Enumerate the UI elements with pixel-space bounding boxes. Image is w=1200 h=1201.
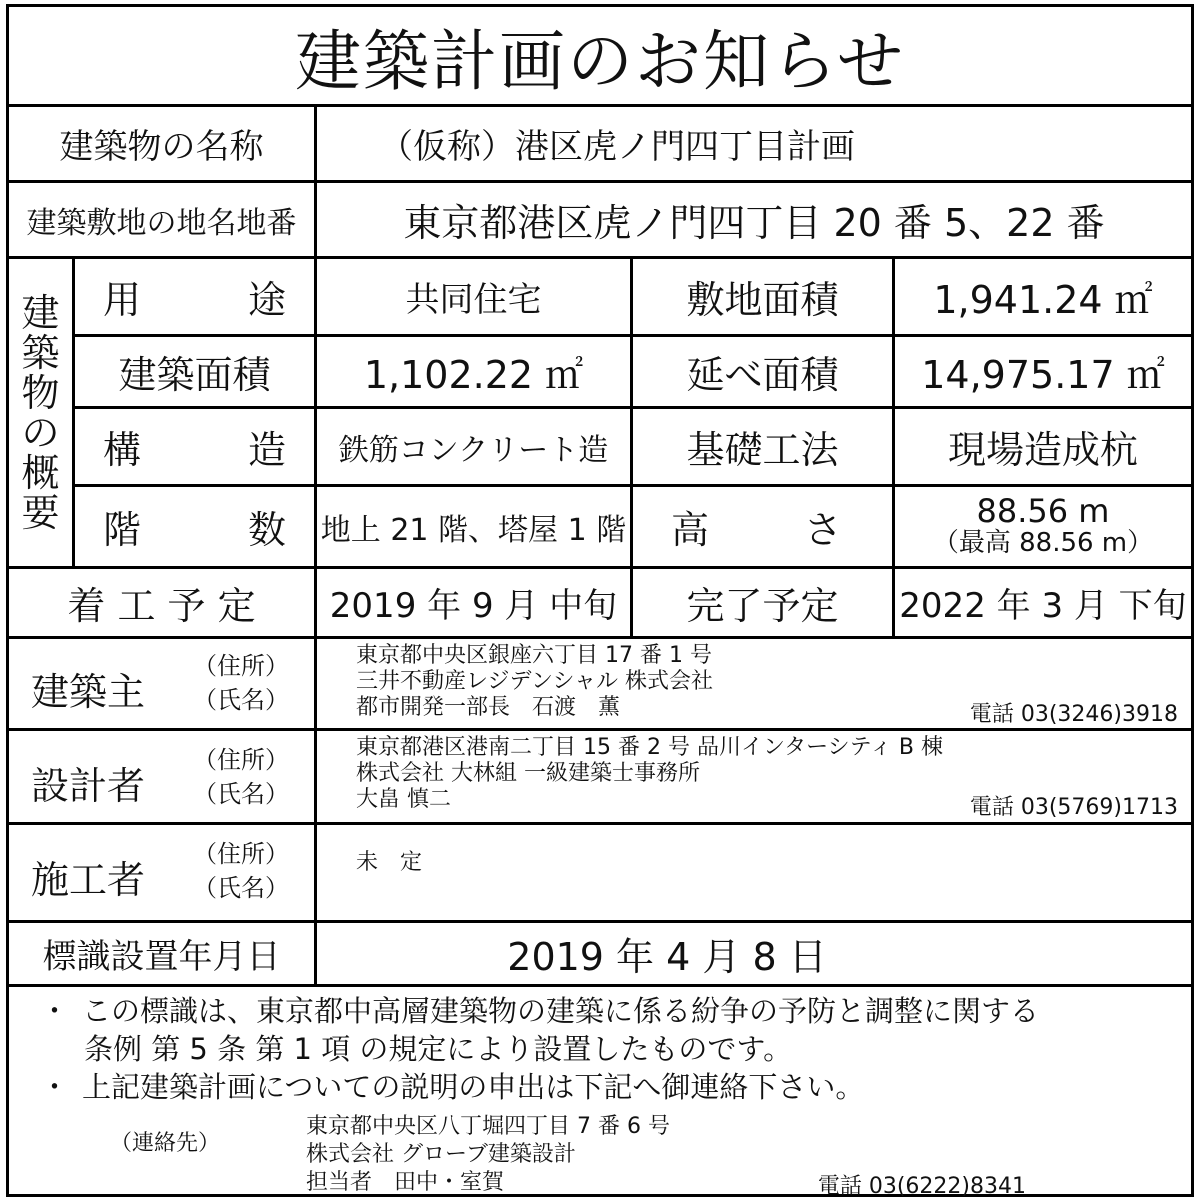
owner-field-labels [193, 649, 289, 717]
floors-label [75, 487, 314, 566]
owner-representative: 都市開発一部長 石渡 薫 [356, 695, 621, 720]
contractor-value: 未 定 [356, 850, 423, 875]
overview-char: の [21, 410, 60, 455]
completion-value: 2022 年 3 月 下旬 [899, 586, 1187, 626]
building-area-value: 1,102.22 ㎡ [363, 353, 584, 397]
use-label-a: 用 [103, 278, 142, 322]
address-label: （住所） [193, 746, 289, 774]
owner-label: 建築主 [31, 670, 146, 714]
designer-details [356, 735, 943, 813]
designer-address: 東京都港区港南二丁目 15 番 2 号 品川インターシティ B 棟 [356, 735, 943, 760]
building-overview-label [9, 259, 72, 566]
bullet: ・ [40, 994, 70, 1028]
structure-label [75, 409, 314, 484]
height-label [633, 487, 892, 566]
structure-value: 鉄筋コンクリート造 [338, 432, 609, 468]
name-label: （氏名） [193, 780, 289, 808]
use-label-b: 途 [247, 278, 286, 322]
floors-value: 地上 21 階、塔屋 1 階 [320, 512, 627, 548]
contact-details [306, 1113, 670, 1197]
overview-char: 要 [21, 490, 60, 535]
designer-company: 株式会社 大林組 一級建築士事務所 [356, 761, 700, 786]
contact-phone: 電話 03(6222)8341 [817, 1174, 1026, 1199]
height-label-a: 高 [671, 508, 710, 552]
floors-label-a: 階 [103, 508, 142, 552]
address-label: （住所） [193, 840, 289, 868]
sign-title: 建築計画のお知らせ [294, 23, 906, 100]
contact-label: （連絡先） [110, 1131, 221, 1156]
name-label: （氏名） [193, 874, 289, 902]
use-label [75, 259, 314, 334]
note-1-line-1: この標識は、東京都中高層建築物の建築に係る紛争の予防と調整に関する [82, 994, 1040, 1028]
building-name-value: （仮称）港区虎ノ門四丁目計画 [379, 127, 855, 167]
designer-header [9, 731, 314, 822]
site-area-value: 1,941.24 ㎡ [933, 278, 1153, 322]
contact-person: 担当者 田中・室賀 [306, 1170, 505, 1195]
posted-date-label: 標識設置年月日 [42, 937, 281, 977]
height-label-b: さ [803, 508, 842, 552]
contact-address: 東京都中央区八丁堀四丁目 7 番 6 号 [306, 1114, 670, 1139]
owner-header [9, 639, 314, 728]
contact-company: 株式会社 グローブ建築設計 [306, 1142, 576, 1167]
designer-label: 設計者 [31, 764, 146, 808]
max-height-value: （最高 88.56 m） [932, 527, 1154, 558]
structure-label-b: 造 [247, 428, 286, 472]
designer-field-labels [193, 743, 289, 811]
overview-char: 築 [21, 330, 60, 375]
note-1 [40, 992, 1180, 1030]
designer-representative: 大畠 慎二 [356, 787, 451, 812]
building-area-label: 建築面積 [118, 353, 271, 397]
notice-notes [40, 992, 1180, 1106]
site-address-value: 東京都港区虎ノ門四丁目 20 番 5、22 番 [403, 201, 1105, 245]
owner-company: 三井不動産レジデンシャル 株式会社 [356, 669, 714, 694]
owner-details [356, 643, 713, 721]
foundation-label: 基礎工法 [686, 428, 839, 472]
note-2 [40, 1068, 1180, 1106]
overview-char: 建 [21, 290, 60, 335]
contractor-label: 施工者 [31, 858, 146, 902]
structure-label-a: 構 [103, 428, 142, 472]
contractor-field-labels [193, 837, 289, 905]
owner-phone: 電話 03(3246)3918 [969, 702, 1178, 727]
total-floor-area-value: 14,975.17 ㎡ [921, 353, 1165, 397]
height-value: 88.56 m [976, 491, 1110, 530]
name-label: （氏名） [193, 686, 289, 714]
total-floor-area-label: 延べ面積 [686, 353, 839, 397]
floors-label-b: 数 [247, 508, 286, 552]
bullet: ・ [40, 1070, 70, 1104]
site-address-label: 建築敷地の地名地番 [26, 205, 297, 241]
note-1-line-2: 条例 第 5 条 第 1 項 の規定により設置したものです。 [84, 1032, 793, 1066]
note-2-text: 上記建築計画についての説明の申出は下記へ御連絡下さい。 [82, 1070, 865, 1104]
completion-label: 完了予定 [686, 584, 839, 628]
construction-start-value: 2019 年 9 月 中旬 [329, 586, 618, 626]
use-value: 共同住宅 [405, 280, 542, 320]
overview-char: 物 [21, 370, 60, 415]
owner-address: 東京都中央区銀座六丁目 17 番 1 号 [356, 643, 712, 668]
foundation-value: 現場造成杭 [947, 428, 1138, 472]
site-area-label: 敷地面積 [686, 278, 839, 322]
height-value-cell [895, 487, 1191, 566]
construction-start-label: 着 工 予 定 [67, 584, 256, 628]
building-name-label: 建築物の名称 [59, 127, 264, 167]
address-label: （住所） [193, 652, 289, 680]
overview-char: 概 [21, 450, 60, 495]
contractor-header [9, 825, 314, 920]
posted-date-value: 2019 年 4 月 8 日 [507, 935, 827, 979]
designer-phone: 電話 03(5769)1713 [969, 795, 1178, 820]
divider [6, 984, 1194, 987]
